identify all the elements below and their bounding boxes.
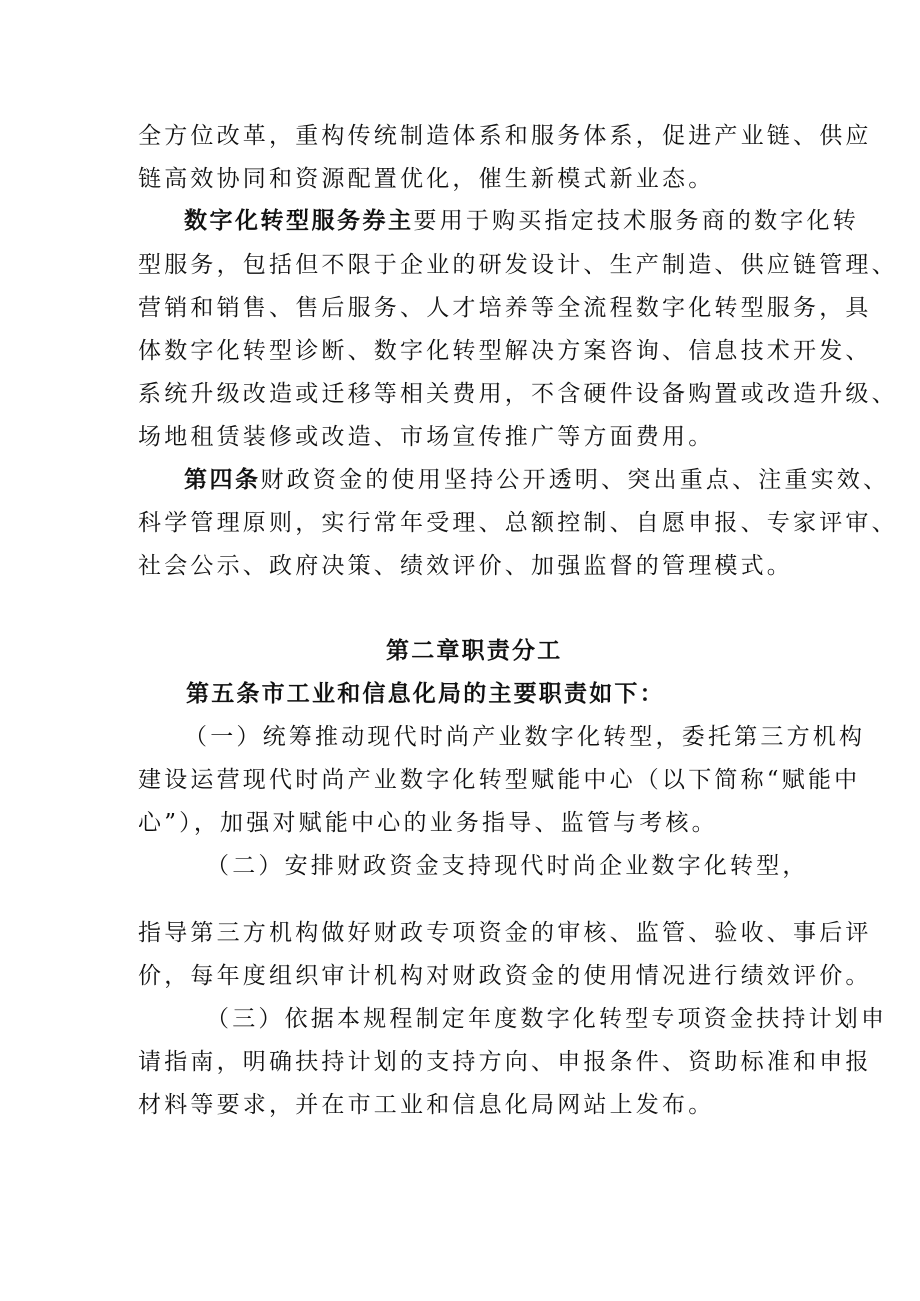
paragraph-line: 全方位改革，重构传统制造体系和服务体系，促进产业链、供应 [138,123,872,149]
paragraph-line: 社会公示、政府决策、绩效评价、加强监督的管理模式。 [138,553,793,579]
paragraph-line: 营销和销售、售后服务、人才培养等全流程数字化转型服务，具 [138,295,872,321]
paragraph-line: （三）依据本规程制定年度数字化转型专项资金扶持计划申 [206,1006,888,1032]
paragraph-line: 科学管理原则，实行常年受理、总额控制、自愿申报、专家评审、 [138,510,898,536]
paragraph-line: 链高效协同和资源配置优化，催生新模式新业态。 [138,166,715,192]
paragraph-line: 请指南，明确扶持计划的支持方向、申报条件、资助标准和申报 [138,1049,872,1075]
paragraph-text: 要用于购买指定技术服务商的数字化转 [413,208,859,234]
paragraph-line: 场地租赁装修或改造、市场宣传推广等方面费用。 [138,424,715,450]
term-bold: 数字化转型服务券主 [184,208,414,234]
paragraph-line: 材料等要求，并在市工业和信息化局网站上发布。 [138,1092,715,1118]
paragraph-line: 建设运营现代时尚产业数字化转型赋能中心（以下简称“赋能中 [138,767,861,793]
article-number-bold: 第四条 [184,467,261,493]
paragraph-line: （二）安排财政资金支持现代时尚企业数字化转型， [206,853,809,879]
paragraph-text: 财政资金的使用坚持公开透明、突出重点、注重实效、 [260,467,890,493]
paragraph-line: 心”），加强对赋能中心的业务指导、监管与考核。 [138,810,718,836]
paragraph-line [184,465,889,495]
paragraph-line: 型服务，包括但不限于企业的研发设计、生产制造、供应链管理、 [138,252,898,278]
paragraph-line [184,206,859,236]
paragraph-line: 价，每年度组织审计机构对财政资金的使用情况进行绩效评价。 [138,963,872,989]
chapter-heading: 第二章职责分工 [386,638,563,664]
article-heading: 第五条市工业和信息化局的主要职责如下： [186,681,665,707]
paragraph-line: 指导第三方机构做好财政专项资金的审核、监管、验收、事后评 [138,920,872,946]
paragraph-line: 体数字化转型诊断、数字化转型解决方案咨询、信息技术开发、 [138,338,872,364]
paragraph-line: （一）统筹推动现代时尚产业数字化转型，委托第三方机构 [184,724,866,750]
paragraph-line: 系统升级改造或迁移等相关费用，不含硬件设备购置或改造升级、 [138,381,898,407]
